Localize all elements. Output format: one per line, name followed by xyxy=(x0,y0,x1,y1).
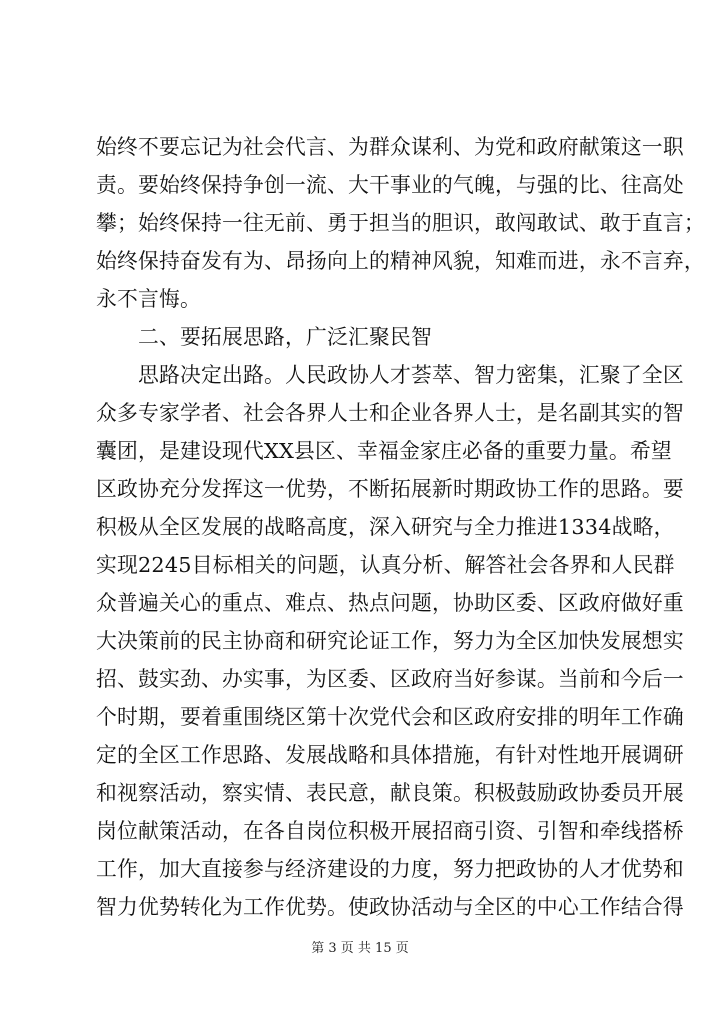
page-number-footer: 第 3 页 共 15 页 xyxy=(311,941,409,956)
body-text-line: 和视察活动，察实情、表民意，献良策。积极鼓励政协委员开展 xyxy=(96,781,684,805)
body-text-line: 实现2245目标相关的问题，认真分析、解答社会各界和人民群 xyxy=(96,553,675,577)
body-text-line: 区政协充分发挥这一优势，不断拓展新时期政协工作的思路。要 xyxy=(96,477,684,501)
body-text-line: 始终不要忘记为社会代言、为群众谋利、为党和政府献策这一职 xyxy=(96,135,684,159)
body-text-line: 责。要始终保持争创一流、大干事业的气魄，与强的比、往高处 xyxy=(96,173,684,197)
body-text-line: 定的全区工作思路、发展战略和具体措施，有针对性地开展调研 xyxy=(96,743,684,767)
body-text-line: 永不言悔。 xyxy=(96,287,201,311)
body-text-line: 众多专家学者、社会各界人士和企业各界人士，是名副其实的智 xyxy=(96,401,684,425)
body-text-line: 工作，加大直接参与经济建设的力度，努力把政协的人才优势和 xyxy=(96,857,684,881)
body-text-line: 众普遍关心的重点、难点、热点问题，协助区委、区政府做好重 xyxy=(96,591,684,615)
body-text-line: 大决策前的民主协商和研究论证工作，努力为全区加快发展想实 xyxy=(96,629,684,653)
body-text-line: 积极从全区发展的战略高度，深入研究与全力推进1334战略， xyxy=(96,515,675,539)
body-text-line: 思路决定出路。人民政协人才荟萃、智力密集，汇聚了全区 xyxy=(138,363,684,387)
body-text-line: 囊团，是建设现代XX县区、幸福金家庄必备的重要力量。希望 xyxy=(96,439,672,463)
section-heading: 二、要拓展思路，广泛汇聚民智 xyxy=(138,325,432,349)
body-text-line: 攀；始终保持一往无前、勇于担当的胆识，敢闯敢试、敢于直言； xyxy=(96,211,705,235)
body-text-line: 招、鼓实劲、办实事，为区委、区政府当好参谋。当前和今后一 xyxy=(96,667,684,691)
body-text-line: 岗位献策活动，在各自岗位积极开展招商引资、引智和牵线搭桥 xyxy=(96,819,684,843)
body-text-line: 个时期，要着重围绕区第十次党代会和区政府安排的明年工作确 xyxy=(96,705,684,729)
body-text-line: 智力优势转化为工作优势。使政协活动与全区的中心工作结合得 xyxy=(96,895,684,919)
body-text-line: 始终保持奋发有为、昂扬向上的精神风貌，知难而进，永不言弃， xyxy=(96,249,705,273)
